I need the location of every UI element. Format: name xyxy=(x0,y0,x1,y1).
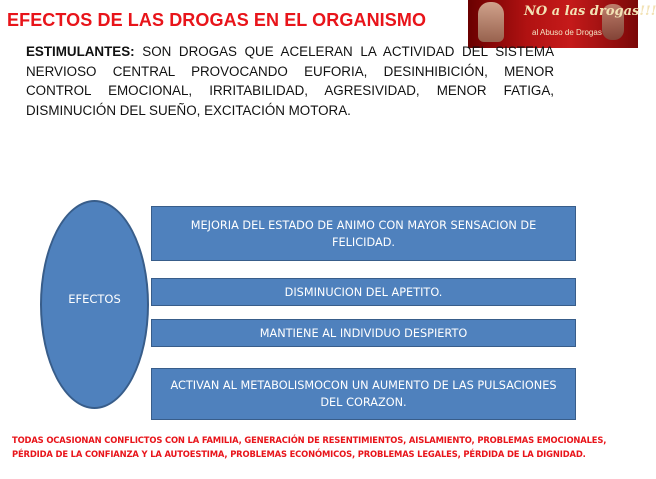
banner-title: NO a las drogas!!! xyxy=(524,4,656,19)
effect-box-metabolism: ACTIVAN AL METABOLISMOCON UN AUMENTO DE LAS PULSACIONES DEL CORAZON. xyxy=(151,368,576,420)
header-banner-image xyxy=(468,0,656,48)
effect-box-appetite: DISMINUCION DEL APETITO. xyxy=(151,278,576,306)
footer-line-1: TODAS OCASIONAN CONFLICTOS CON LA FAMILIA, GENERACIÓN DE RESENTIMIENTOS, AISLAMIENTO, PROBLEMAS EMOCIONALES, xyxy=(12,435,607,445)
intro-paragraph xyxy=(26,42,554,120)
intro-lead: ESTIMULANTES: xyxy=(26,44,135,59)
footer-line-2: PÉRDIDA DE LA CONFIANZA Y LA AUTOESTIMA, PROBLEMAS ECONÓMICOS, PROBLEMAS LEGALES, PÉRDIDA DE LA DIGNIDAD. xyxy=(12,449,586,459)
footer-note xyxy=(12,433,628,461)
slide-title: EFECTOS DE LAS DROGAS EN EL ORGANISMO xyxy=(7,10,427,30)
effects-label: EFECTOS xyxy=(68,292,121,306)
effect-box-mood: MEJORIA DEL ESTADO DE ANIMO CON MAYOR SENSACION DE FELICIDAD. xyxy=(151,206,576,261)
intro-text: SON DROGAS QUE ACELERAN LA ACTIVIDAD DEL SISTEMA NERVIOSO CENTRAL PROVOCANDO EUFORIA, DESINHIBICIÓN, MENOR CONTROL EMOCIONAL, IRRITABILIDAD, AGRESIVIDAD, MENOR FATIGA, DISMINUCIÓN DEL SUEÑO, EXCITACIÓN MOTORA. xyxy=(26,44,554,118)
banner-face-left xyxy=(478,2,504,42)
banner-subtitle: al Abuso de Drogas xyxy=(532,28,602,37)
effect-box-awake: MANTIENE AL INDIVIDUO DESPIERTO xyxy=(151,319,576,347)
